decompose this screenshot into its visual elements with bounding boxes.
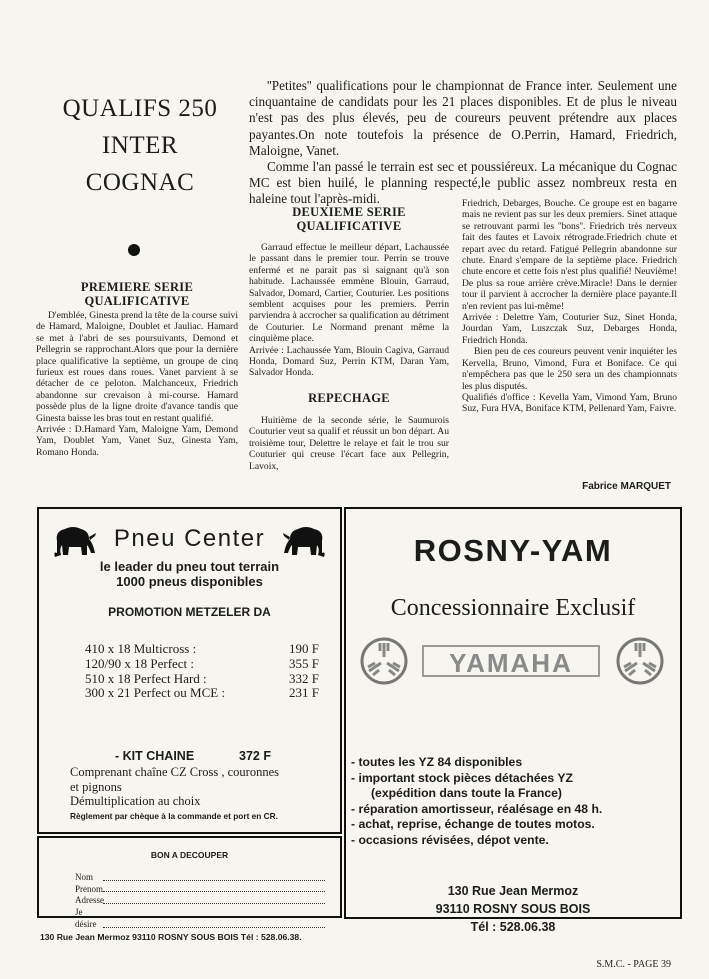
pneu-tagline-1: le leader du pneu tout terrain xyxy=(99,559,280,574)
coupon-field-label: Prenom xyxy=(75,883,103,894)
service-item: - occasions révisées, dépot vente. xyxy=(351,832,549,847)
price-item: 410 x 18 Multicross : xyxy=(85,641,197,656)
bullet-dot-icon xyxy=(128,244,140,256)
intro-paragraph-1: ''Petites'' qualifications pour le championnat de France inter. Seulement une cinquantaine de candidats pour les 21 places disponibles. Et de plus le niveau n'est pas des plus élevés, peu de coureurs peuvent prétendre aux places payantes.On note toutefois la présence de O.Perrin, Hamard, Friedrich, Maloigne, Vanet. xyxy=(249,78,677,158)
yamaha-tuning-fork-icon xyxy=(360,637,408,685)
elephant-icon xyxy=(49,523,97,559)
yamaha-tuning-fork-icon xyxy=(616,637,664,685)
coupon-box xyxy=(37,836,342,929)
kit-desc-line: Comprenant chaîne CZ Cross , couronnes xyxy=(70,765,279,779)
article-title xyxy=(40,90,240,201)
price-item: 510 x 18 Perfect Hard : xyxy=(85,670,207,686)
rosny-subtitle: Concessionnaire Exclusif xyxy=(390,595,636,621)
page-number: S.M.C. - PAGE 39 xyxy=(596,959,671,970)
rosny-address-line: 130 Rue Jean Mermoz xyxy=(447,884,579,898)
rosny-address-line: 93110 ROSNY SOUS BOIS xyxy=(435,902,591,916)
rosny-yam-ad xyxy=(344,507,682,934)
yamaha-logo-text: YAMAHA xyxy=(422,645,600,677)
col3-paragraph-2: Arrivée : Delettre Yam, Couturier Suz, Sinet Honda, Jourdan Yam, Luszczak Suz, Debarges Honda, Friedrich Honda. xyxy=(462,312,677,346)
repechage-paragraph: Huitième de la seconde série, le Saumurois Couturier veut sa qualif et réussit un bon départ. Au troisième tour, Delettre le relaye et fait le trou sur Couturier qui creuse l'écart face aux Pellegrin, Lavoix, xyxy=(249,414,449,472)
price-value: 190 F xyxy=(289,641,319,656)
service-item: (expédition dans toute la France) xyxy=(371,786,562,801)
col3-paragraph-1: Friedrich, Debarges, Bouche. Ce groupe est en bagarre mais ne revient pas sur les deux premiers. Sinet attaque se retrouvant parmi les ''bons''. Friedrich très nerveux fait des fautes et Lavoix rétrograde.Friedrich chute et repart avec du retard. Fatigué Pellegrin abandonne sur chute. Enard s'empare de la septième place. Friedrich chute encore et cette fois n'est plus qualifié! Neuvième! De plus sa roue arrière crève.Miracle! Dans le dernier tour il parvient à accrocher la dernière place payante.Il n'en revient pas lui-même! xyxy=(462,198,677,312)
coupon-field-line xyxy=(103,907,325,927)
rosny-yam-brand: ROSNY-YAM xyxy=(413,533,613,568)
coupon-field-label: Adresse xyxy=(75,895,104,906)
col3-paragraph-3: Bien peu de ces coureurs peuvent venir inquiéter les Kervella, Bruno, Vimond, Fura et Boniface. Ce qui n'empêchera pas que le 250 sera un des championnats les plus disputés. xyxy=(462,346,677,392)
rosny-services-list xyxy=(351,755,676,849)
pneu-price-list xyxy=(85,642,319,701)
kit-desc-line: et pignons xyxy=(70,779,122,794)
service-item: - important stock pièces détachées YZ xyxy=(351,770,573,785)
repechage-heading: REPECHAGE xyxy=(308,390,390,405)
pneu-tagline-2: 1000 pneus disponibles xyxy=(116,574,263,589)
price-row xyxy=(85,657,319,672)
rosny-phone: Tél : 528.06.38 xyxy=(470,920,556,934)
intro-text xyxy=(249,78,677,208)
service-item: - réparation amortisseur, réalésage en 48 h. xyxy=(351,801,603,816)
rosny-address xyxy=(346,882,680,918)
serie1-paragraph-2: Arrivée : D.Hamard Yam, Maloigne Yam, Demond Yam, Doublet Yam, Vanet Suz, Ginesta Yam, Romano Honda. xyxy=(36,424,238,458)
serie2-paragraph-1: Garraud effectue le meilleur départ, Lachaussée le passant dans le premier tour. Perrin se trouve enfermé et ne parait pas si saignant qu'à son habitude. Lachaussée emmène Blouin, Garraud, Salvador, Domard, Cartier, Couturier. Les positions semblent acquises pour les premiers. Perrin parviendra à accrocher sa qualification au détriment de Couturier. Le Normand prenant même la cinquième place. xyxy=(249,242,449,345)
coupon-field-line xyxy=(103,884,325,893)
price-row xyxy=(85,672,319,687)
serie1-heading-2: QUALIFICATIVE xyxy=(84,294,190,308)
col3-paragraph-4: Qualifiés d'office : Kevella Yam, Vimond Yam, Bruno Suz, Fura HVA, Boniface KTM, Pellenard Yam, Faivre. xyxy=(462,391,677,415)
price-value: 332 F xyxy=(289,670,319,686)
column-3 xyxy=(462,198,677,415)
kit-chaine-label: - KIT CHAINE xyxy=(115,749,195,763)
coupon-field-line xyxy=(103,895,325,904)
author-signature: Fabrice MARQUET xyxy=(582,481,671,492)
coupon-form xyxy=(75,872,325,931)
intro-paragraph-2: Comme l'an passé le terrain est sec et poussiéreux. La mécanique du Cognac MC est bien huilé, le planning respecté,le public assez nombreux resta en haleine tout l'après-midi. xyxy=(249,159,677,207)
price-item: 300 x 21 Perfect ou MCE : xyxy=(85,685,226,701)
title-line-3: COGNAC xyxy=(85,169,195,196)
coupon-field-je-desire[interactable] xyxy=(75,907,325,930)
price-row xyxy=(85,686,319,701)
kit-chaine-description xyxy=(70,765,340,809)
kit-desc-line: Démultiplication au choix xyxy=(70,794,201,808)
elephant-icon xyxy=(282,523,330,559)
serie1-heading-1: PREMIERE SERIE xyxy=(80,280,194,294)
payment-terms: Règlement par chèque à la commande et port en CR. xyxy=(70,811,278,821)
column-2 xyxy=(249,205,449,472)
title-line-2: INTER xyxy=(101,132,179,159)
coupon-field-label: Nom xyxy=(75,872,93,882)
serie2-paragraph-2: Arrivée : Lachaussée Yam, Blouin Cagiva, Garraud Honda, Domard Suz, Perrin KTM, Daran Yam, Salvador Honda. xyxy=(249,344,449,379)
coupon-title: BON A DECOUPER xyxy=(150,850,229,860)
serie2-heading-1: DEUXIEME SERIE xyxy=(292,205,406,219)
pneu-center-brand: Pneu Center xyxy=(113,525,266,552)
pneu-center-ad xyxy=(37,507,342,834)
coupon-field-nom[interactable] xyxy=(75,872,325,884)
title-line-1: QUALIFS 250 xyxy=(62,95,218,122)
serie2-heading-2: QUALIFICATIVE xyxy=(296,219,402,233)
serie1-paragraph-1: D'emblée, Ginesta prend la tête de la course suivi de Hamard, Maloigne, Doublet et Jauliac. Hamard se met à l'abri de ses poursuivants, Demond et Pellegrin se rapprochant.Alors que pour la dernière place qualificative la septième, un groupe de cinq furieux est roues dans roues. Vanet parvient à se détacher de ce peloton. Malchanceux, Friedrich abandonne sur crevaison à mi-course. Hamard possède plus de la ligne droite d'avance tandis que Ginesta baisse les bras tout en restant qualifié. xyxy=(36,310,238,424)
coupon-field-prenom[interactable] xyxy=(75,884,325,896)
kit-chaine-price: 372 F xyxy=(239,749,271,763)
price-item: 120/90 x 18 Perfect : xyxy=(85,655,195,671)
coupon-field-label: Je désire xyxy=(75,907,97,929)
coupon-field-line xyxy=(103,872,325,881)
coupon-address-footer: 130 Rue Jean Mermoz 93110 ROSNY SOUS BOIS Tél : 528.06.38. xyxy=(40,932,302,942)
coupon-field-adresse[interactable] xyxy=(75,895,325,907)
price-value: 231 F xyxy=(289,685,319,701)
service-item: - toutes les YZ 84 disponibles xyxy=(351,755,523,769)
service-item: - achat, reprise, échange de toutes motos. xyxy=(351,817,595,832)
price-row xyxy=(85,642,319,657)
price-value: 355 F xyxy=(289,655,319,671)
column-1 xyxy=(36,280,238,458)
pneu-promo-heading: PROMOTION METZELER DA xyxy=(108,605,271,619)
